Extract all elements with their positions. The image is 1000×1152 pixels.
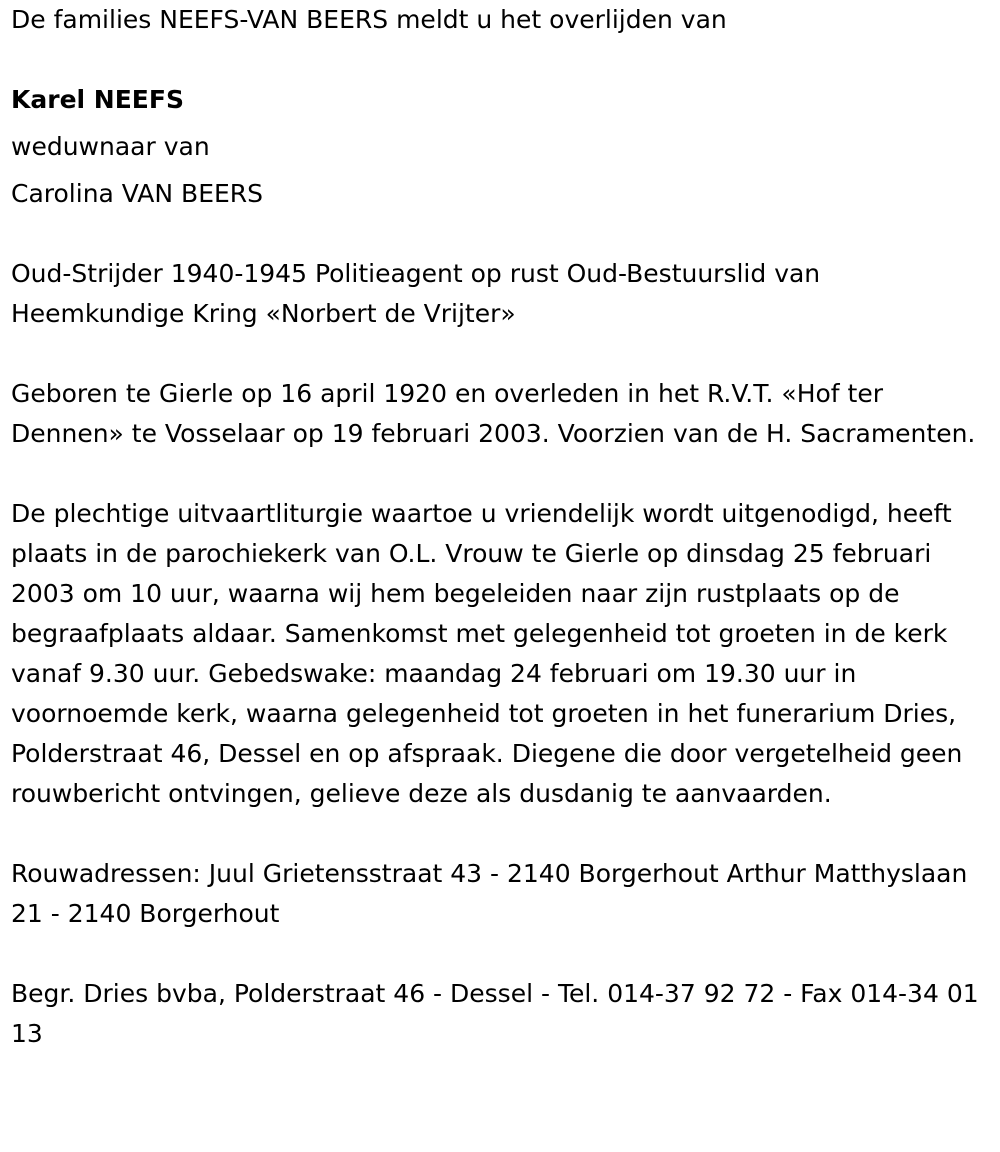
spacer [11, 167, 1000, 174]
addresses-paragraph: Rouwadressen: Juul Grietensstraat 43 - 2140 Borgerhout Arthur Matthyslaan 21 - 2140 Borgerhout [11, 859, 968, 928]
spacer [11, 120, 1000, 127]
relation-text: weduwnaar van [11, 132, 210, 161]
deceased-name: Karel NEEFS [11, 85, 184, 114]
spacer [11, 334, 1000, 374]
spacer [11, 934, 1000, 974]
birth-death-paragraph: Geboren te Gierle op 16 april 1920 en overleden in het R.V.T. «Hof ter Dennen» te Vosselaar op 19 februari 2003. Voorzien van de H. Sacramenten. [11, 379, 976, 448]
undertaker-paragraph: Begr. Dries bvba, Polderstraat 46 - Dessel - Tel. 014-37 92 72 - Fax 014-34 01 13 [11, 979, 979, 1048]
funeral-paragraph: De plechtige uitvaartliturgie waartoe u vriendelijk wordt uitgenodigd, heeft plaats in de parochiekerk van O.L. Vrouw te Gierle op dinsdag 25 februari 2003 om 10 uur, waarna wij hem begeleiden naar zijn rustplaats op de begraafplaats aldaar. Samenkomst met gelegenheid tot groeten in de kerk vanaf 9.30 uur. Gebedswake: maandag 24 februari om 19.30 uur in voornoemde kerk, waarna gelegenheid tot groeten in het funerarium Dries, Polderstraat 46, Dessel en op afspraak. Diegene die door vergetelheid geen rouwbericht ontvingen, gelieve deze als dusdanig te aanvaarden. [11, 499, 963, 808]
spouse-name: Carolina VAN BEERS [11, 179, 264, 208]
spacer [11, 814, 1000, 854]
titles-paragraph: Oud-Strijder 1940-1945 Politieagent op rust Oud-Bestuurslid van Heemkundige Kring «Norbert de Vrijter» [11, 259, 821, 328]
spacer [11, 214, 1000, 254]
spacer [11, 40, 1000, 80]
intro-text: De families NEEFS-VAN BEERS meldt u het overlijden van [11, 5, 727, 34]
spacer [11, 454, 1000, 494]
